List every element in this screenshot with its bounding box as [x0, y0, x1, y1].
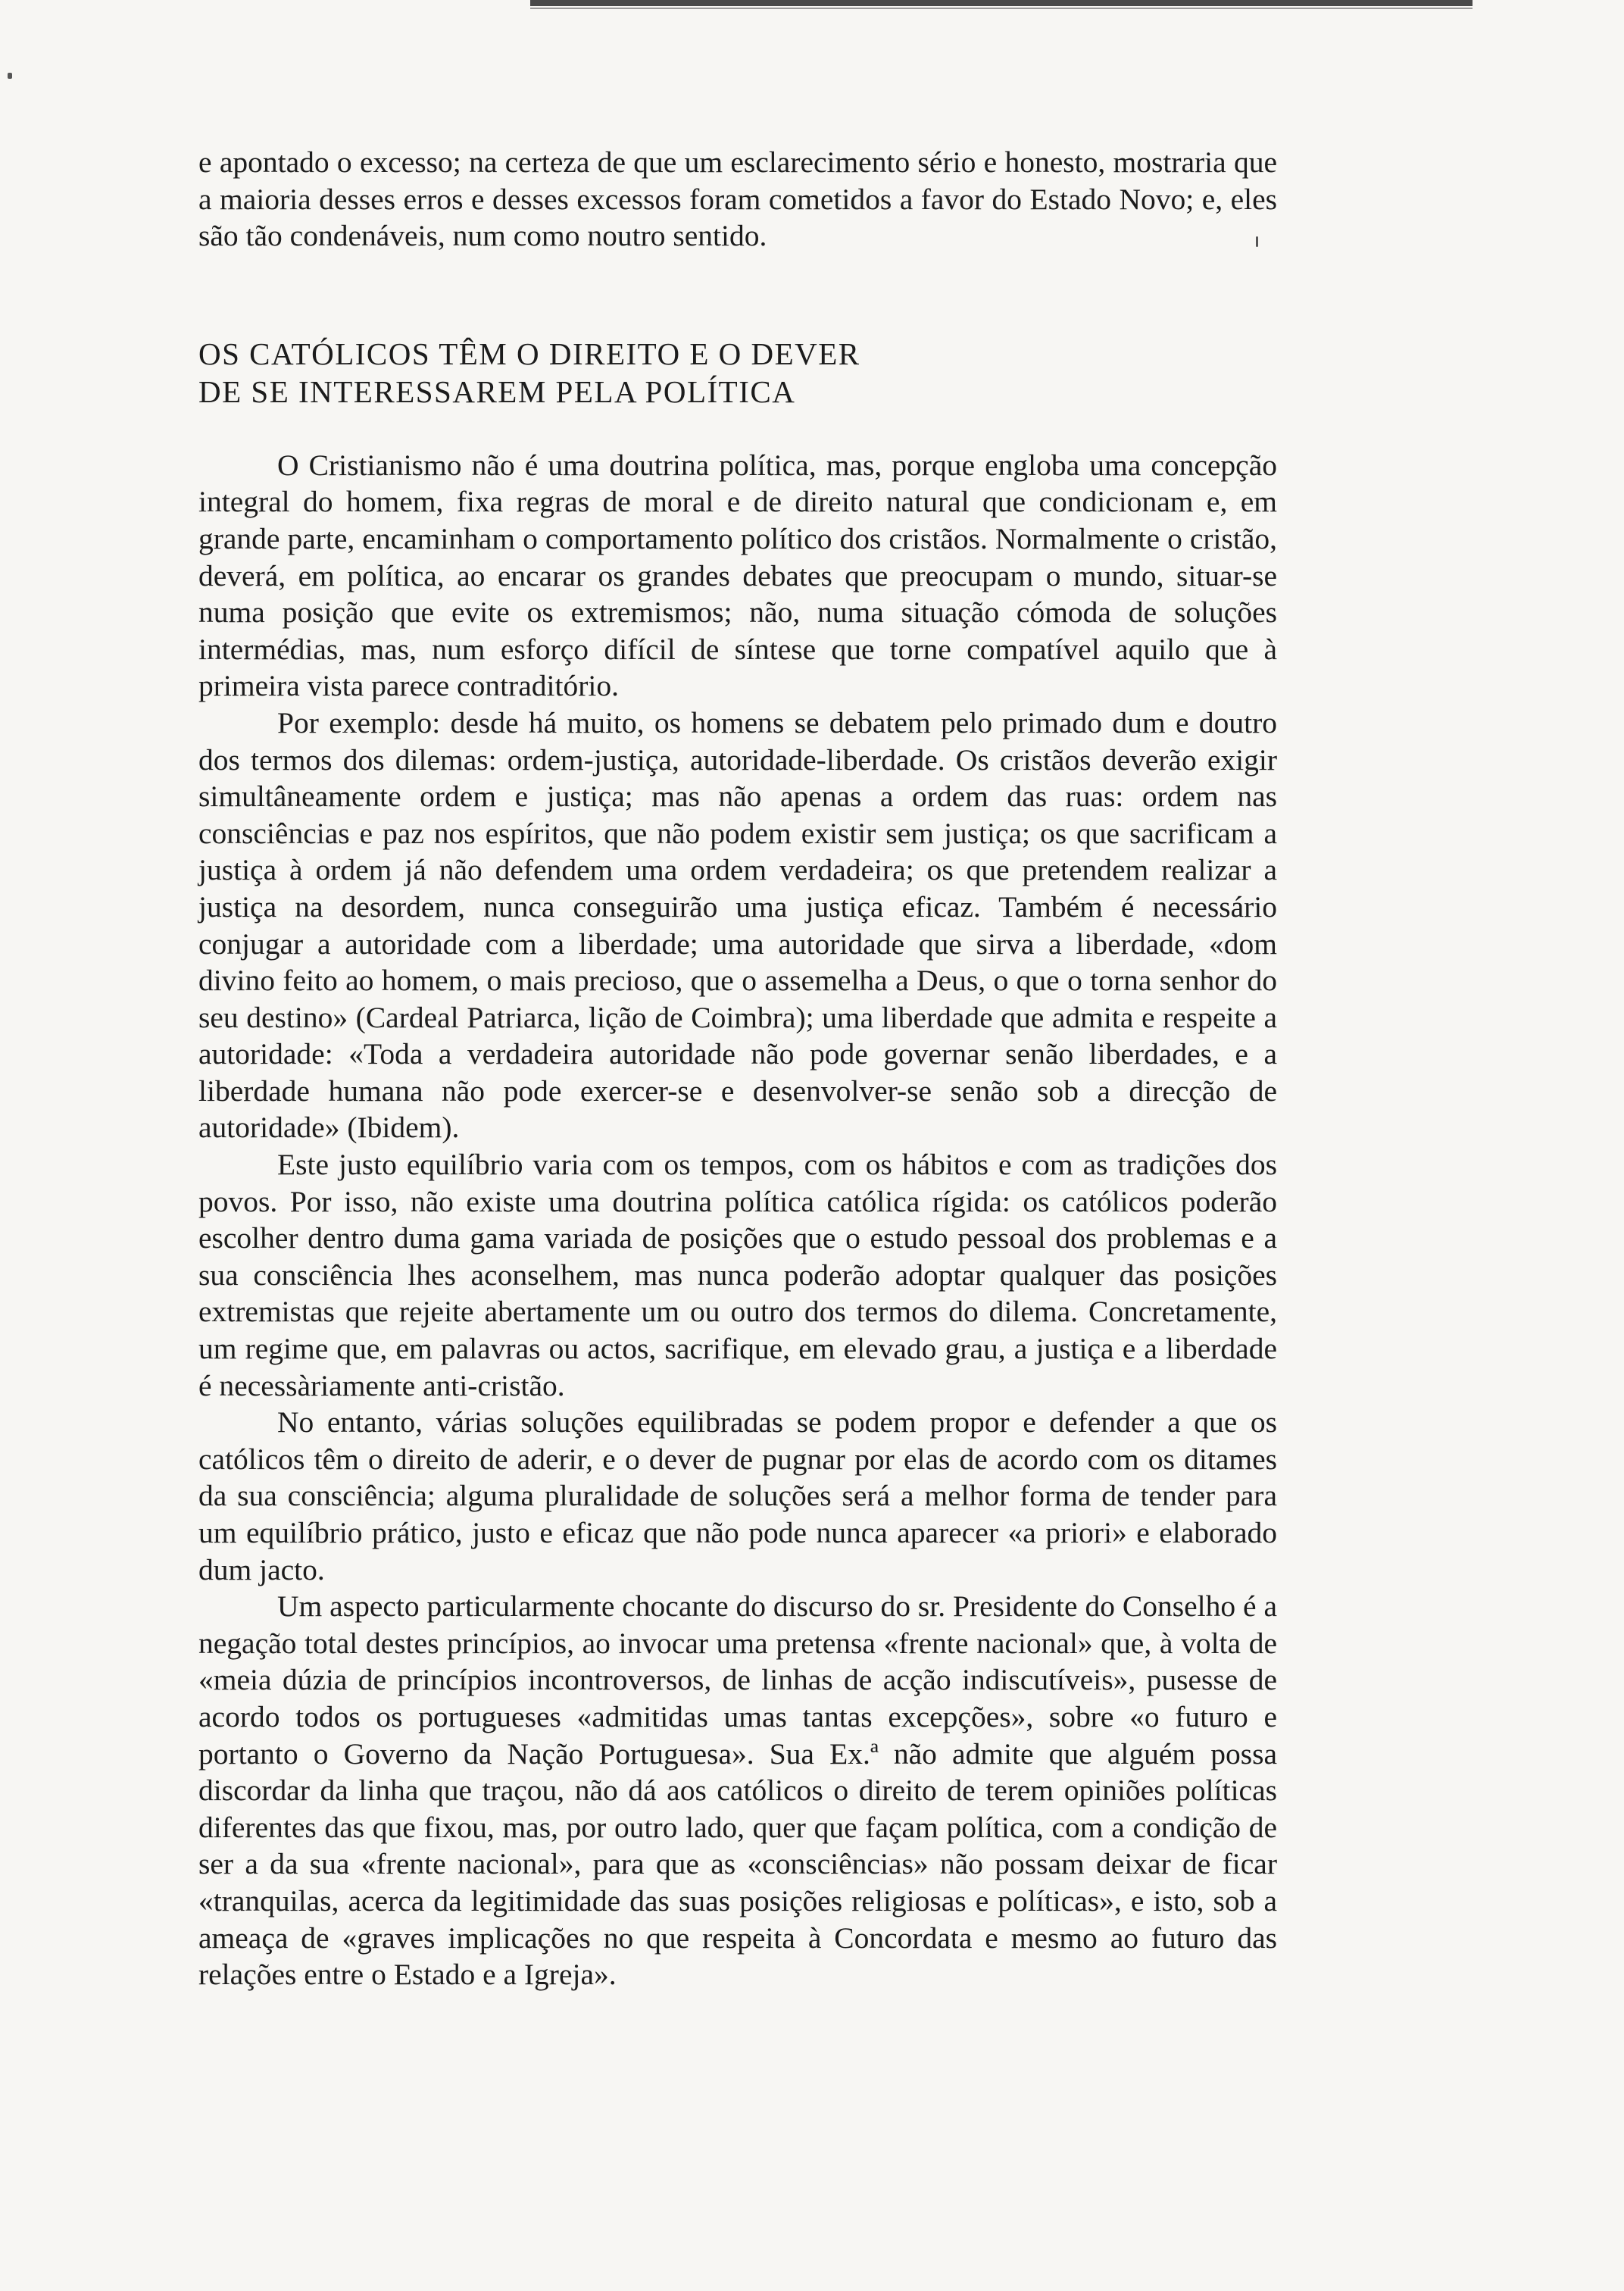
body-paragraph: O Cristianismo não é uma doutrina política, mas, porque engloba uma concepção integral do homem, fixa regras de moral e de direito natural que condicionam e, em grande parte, encaminham o comportamento político dos cristãos. Normalmente o cristão, deverá, em política, ao encarar os grandes debates que preocupam o mundo, situar-se numa posição que evite os extremismos; não, numa situação cómoda de soluções intermédias, mas, num esforço difícil de síntese que torne compatível aquilo que à primeira vista parece contraditório. [198, 448, 1277, 703]
section-heading-line-1: OS CATÓLICOS TÊM O DIREITO E O DEVER [198, 336, 860, 371]
top-border-rule-thin [530, 8, 1473, 9]
body-paragraph: Por exemplo: desde há muito, os homens se debatem pelo primado dum e doutro dos termos dos dilemas: ordem-justiça, autoridade-liberdade. Os cristãos deverão exigir simultâneamente ordem e justiça; mas não apenas a ordem das ruas: ordem nas consciências e paz nos espíritos, que não podem existir sem justiça; os que sacrificam a justiça à ordem já não defendem uma ordem verdadeira; os que pretendem realizar a justiça na desordem, nunca conseguirão uma justiça eficaz. Também é necessário conjugar a autoridade com a liberdade; uma autoridade que sirva a liberdade, «dom divino feito ao homem, o mais precioso, que o assemelha a Deus, o que o torna senhor do seu destino» (Cardeal Patriarca, lição de Coimbra); uma liberdade que admita e respeite a autoridade: «Toda a verdadeira autoridade não pode governar senão liberdades, e a liberdade humana não pode exercer-se e desenvolver-se senão sob a direcção de autoridade» (Ibidem). [198, 705, 1277, 1145]
intro-paragraph: e apontado o excesso; na certeza de que um esclarecimento sério e honesto, mostraria que a maioria desses erros e desses excessos foram cometidos a favor do Estado Novo; e, eles são tão condenáveis, num como noutro sentido. [198, 145, 1277, 253]
body-paragraph: Um aspecto particularmente chocante do discurso do sr. Presidente do Conselho é a negação total destes princípios, ao invocar uma pretensa «frente nacional» que, à volta de «meia dúzia de princípios incontroversos, de linhas de acção indiscutíveis», pusesse de acordo todos os portugueses «admitidas umas tantas excepções», sobre «o futuro e portanto o Governo da Nação Portuguesa». Sua Ex.ª não admite que alguém possa discordar da linha que traçou, não dá aos católicos o direito de terem opiniões políticas diferentes das que fixou, mas, por outro lado, quer que façam política, com a condição de ser a da sua «frente nacional», para que as «consciências» não possam deixar de ficar «tranquilas, acerca da legitimidade das suas posições religiosas e políticas», e isto, sob a ameaça de «graves implicações no que respeita à Concordata e mesmo ao futuro das relações entre o Estado e a Igreja». [198, 1589, 1277, 1992]
body-paragraph: No entanto, várias soluções equilibradas se podem propor e defender a que os católicos têm o direito de aderir, e o dever de pugnar por elas de acordo com os ditames da sua consciência; alguma pluralidade de soluções será a melhor forma de tender para um equilíbrio prático, justo e eficaz que não pode nunca aparecer «a priori» e elaborado dum jacto. [198, 1405, 1277, 1586]
body-paragraph: Este justo equilíbrio varia com os tempos, com os hábitos e com as tradições dos povos. Por isso, não existe uma doutrina política católica rígida: os católicos poderão escolher dentro duma gama variada de posições que o estudo pessoal dos problemas e a sua consciência lhes aconselhem, mas nunca poderão adoptar qualquer das posições extremistas que rejeite abertamente um ou outro dos termos do dilema. Concretamente, um regime que, em palavras ou actos, sacrifique, em elevado grau, a justiça e a liberdade é necessàriamente anti-cristão. [198, 1148, 1277, 1402]
scan-speck [8, 73, 12, 79]
page-text-column [198, 144, 1277, 1993]
top-border-rule [530, 0, 1473, 6]
section-heading-line-2: DE SE INTERESSAREM PELA POLÍTICA [198, 373, 796, 409]
section-heading [198, 335, 1277, 411]
